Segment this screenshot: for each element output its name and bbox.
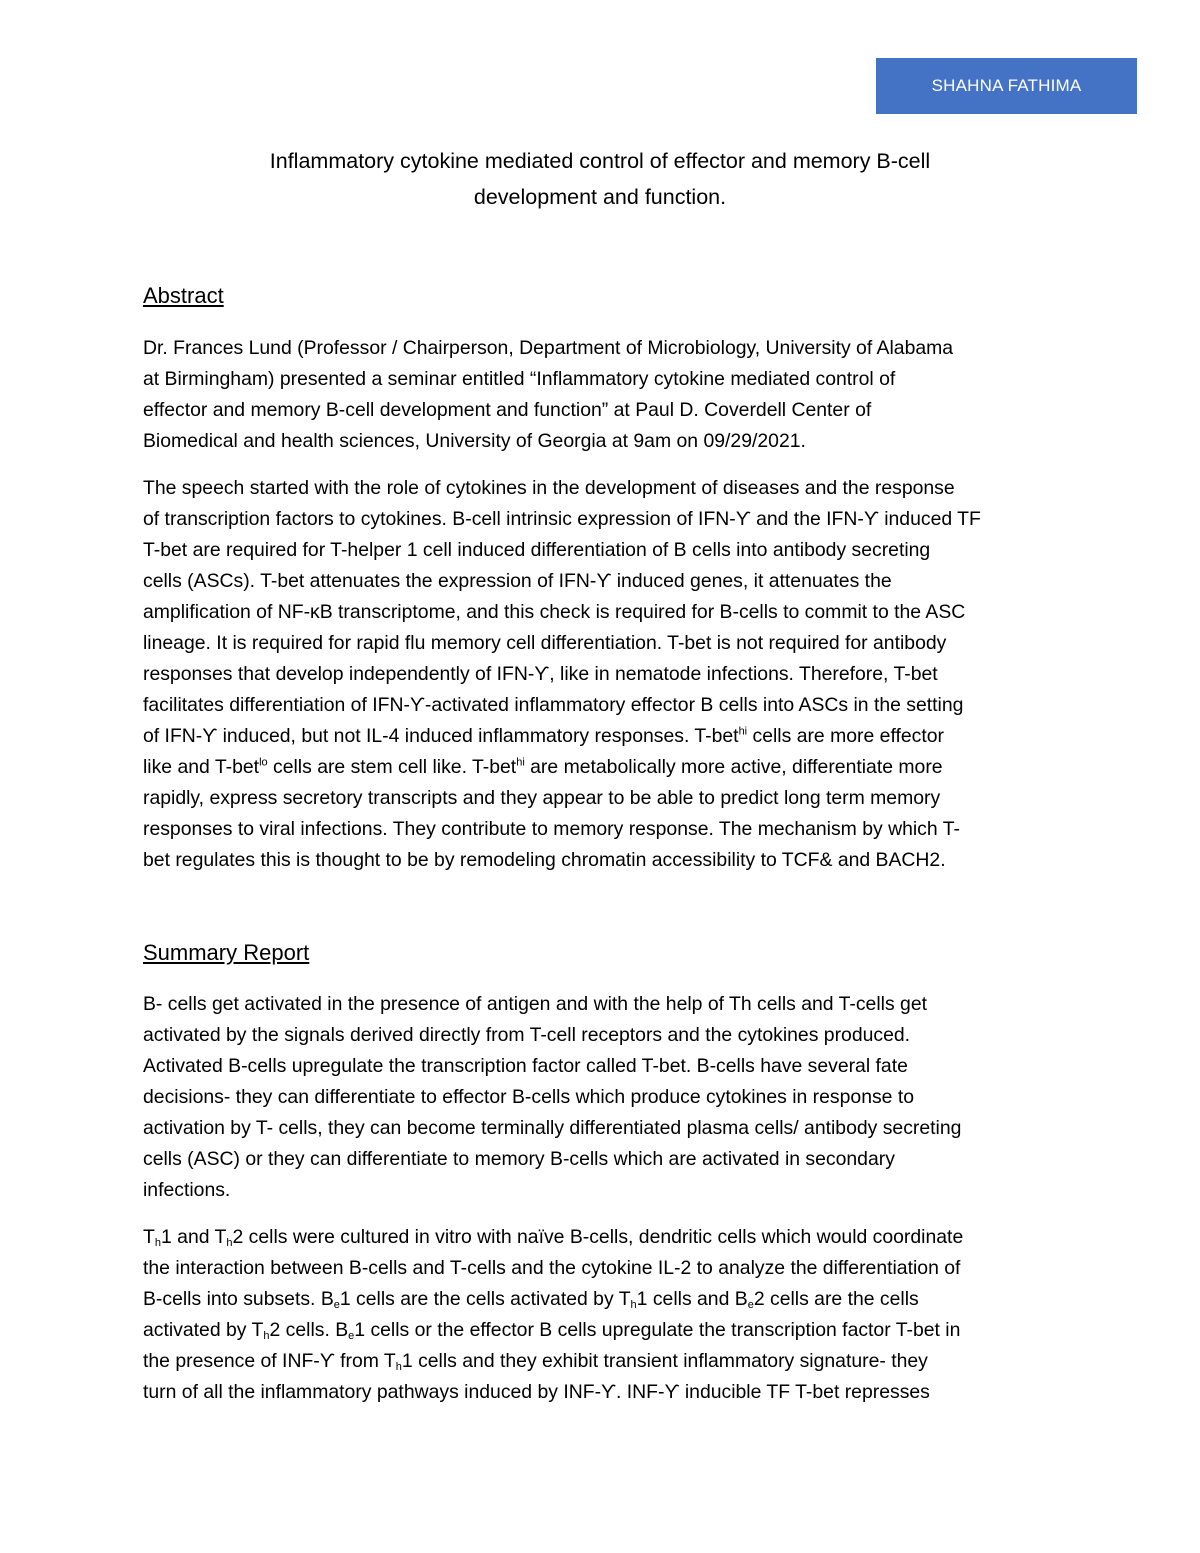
text-line: B- cells get activated in the presence of antigen and with the help of Th cells and T-cells get — [143, 993, 927, 1015]
text-segment: 2 cells. B — [269, 1319, 349, 1341]
text-line: cells (ASC) or they can differentiate to memory B-cells which are activated in secondary — [143, 1148, 895, 1170]
subscript: h — [630, 1299, 637, 1311]
title-line: development and function. — [473, 185, 727, 209]
subscript: e — [747, 1299, 754, 1311]
text-segment: of IFN-ϒ induced, but not IL-4 induced inflammatory responses. T-bet — [143, 725, 739, 747]
text-line: lineage. It is required for rapid flu memory cell differentiation. T-bet is not required for antibody — [143, 632, 947, 654]
text-segment: cells are stem cell like. T-bet — [267, 756, 517, 778]
text-segment: T — [143, 1226, 155, 1248]
text-segment: the presence of INF-ϒ from T — [143, 1350, 396, 1372]
text-line: the interaction between B-cells and T-cells and the cytokine IL-2 to analyze the differentiation of — [143, 1257, 961, 1279]
text-segment: 2 cells are the cells — [753, 1288, 919, 1310]
superscript: hi — [738, 725, 748, 738]
author-name: SHAHNA FATHIMA — [931, 76, 1082, 95]
text-line: rapidly, express secretory transcripts and they appear to be able to predict long term memory — [143, 787, 941, 809]
text-line: bet regulates this is thought to be by remodeling chromatin accessibility to TCF& and BACH2. — [143, 849, 946, 871]
abstract-paragraph-1 — [143, 333, 1063, 457]
text-segment: are metabolically more active, differentiate more — [524, 756, 943, 778]
text-line: activated by the signals derived directly from T-cell receptors and the cytokines produced. — [143, 1024, 911, 1046]
subscript: e — [348, 1330, 355, 1342]
text-segment: like and T-bet — [143, 756, 260, 778]
text-line: activation by T- cells, they can become terminally differentiated plasma cells/ antibody secreting — [143, 1117, 962, 1139]
text-line: T-bet are required for T-helper 1 cell induced differentiation of B cells into antibody secreting — [143, 539, 931, 561]
text-line: of transcription factors to cytokines. B-cell intrinsic expression of IFN-ϒ and the IFN-ϒ induced TF — [143, 508, 981, 530]
superscript: hi — [516, 756, 525, 769]
superscript: lo — [259, 756, 268, 769]
summary-paragraph-2 — [143, 1222, 1063, 1408]
text-line: cells (ASCs). T-bet attenuates the expression of IFN-ϒ induced genes, it attenuates the — [143, 570, 892, 592]
text-line — [143, 1315, 1063, 1346]
subscript: e — [333, 1299, 340, 1311]
text-segment: 1 cells are the cells activated by T — [339, 1288, 631, 1310]
text-line: effector and memory B-cell development and function” at Paul D. Coverdell Center of — [143, 399, 872, 421]
text-line — [143, 721, 1063, 752]
text-line: Dr. Frances Lund (Professor / Chairperson, Department of Microbiology, University of Alabama — [143, 337, 954, 359]
text-line: turn of all the inflammatory pathways induced by INF-ϒ. INF-ϒ inducible TF T-bet represses — [143, 1381, 930, 1403]
text-line: infections. — [143, 1179, 231, 1201]
document-title — [143, 143, 1057, 215]
abstract-paragraph-2 — [143, 473, 1063, 876]
text-line — [143, 752, 1063, 783]
summary-paragraph-1 — [143, 989, 1063, 1206]
title-line: Inflammatory cytokine mediated control of effector and memory B-cell — [269, 149, 931, 173]
subscript: h — [154, 1237, 161, 1249]
summary-heading: Summary Report — [143, 940, 310, 965]
text-line — [143, 1284, 1063, 1315]
text-segment: B-cells into subsets. B — [143, 1288, 334, 1310]
subscript: h — [395, 1361, 402, 1373]
text-line — [143, 1346, 1063, 1377]
text-line: facilitates differentiation of IFN-ϒ-activated inflammatory effector B cells into ASCs in the setting — [143, 694, 964, 716]
text-line: responses that develop independently of IFN-ϒ, like in nematode infections. Therefore, T-bet — [143, 663, 938, 685]
text-segment: 1 cells and B — [636, 1288, 748, 1310]
text-line: Activated B-cells upregulate the transcription factor called T-bet. B-cells have several fate — [143, 1055, 908, 1077]
text-line: amplification of NF-κB transcriptome, and this check is required for B-cells to commit to the ASC — [143, 601, 966, 623]
text-segment: cells are more effector — [747, 725, 944, 747]
text-segment: 1 and T — [160, 1226, 227, 1248]
text-line: decisions- they can differentiate to effector B-cells which produce cytokines in response to — [143, 1086, 915, 1108]
text-segment: 1 cells or the effector B cells upregulate the transcription factor T-bet in — [354, 1319, 961, 1341]
text-line: The speech started with the role of cytokines in the development of diseases and the response — [143, 477, 955, 499]
text-line: at Birmingham) presented a seminar entitled “Inflammatory cytokine mediated control of — [143, 368, 896, 390]
text-line: responses to viral infections. They contribute to memory response. The mechanism by which T- — [143, 818, 960, 840]
text-line: Biomedical and health sciences, University of Georgia at 9am on 09/29/2021. — [143, 430, 806, 452]
text-line — [143, 1222, 1063, 1253]
author-name-box — [876, 58, 1137, 114]
subscript: h — [226, 1237, 233, 1249]
abstract-heading: Abstract — [143, 283, 224, 308]
text-segment: 1 cells and they exhibit transient inflammatory signature- they — [401, 1350, 928, 1372]
text-segment: 2 cells were cultured in vitro with naïve B-cells, dendritic cells which would coordinate — [232, 1226, 964, 1248]
text-segment: activated by T — [143, 1319, 264, 1341]
subscript: h — [263, 1330, 270, 1342]
